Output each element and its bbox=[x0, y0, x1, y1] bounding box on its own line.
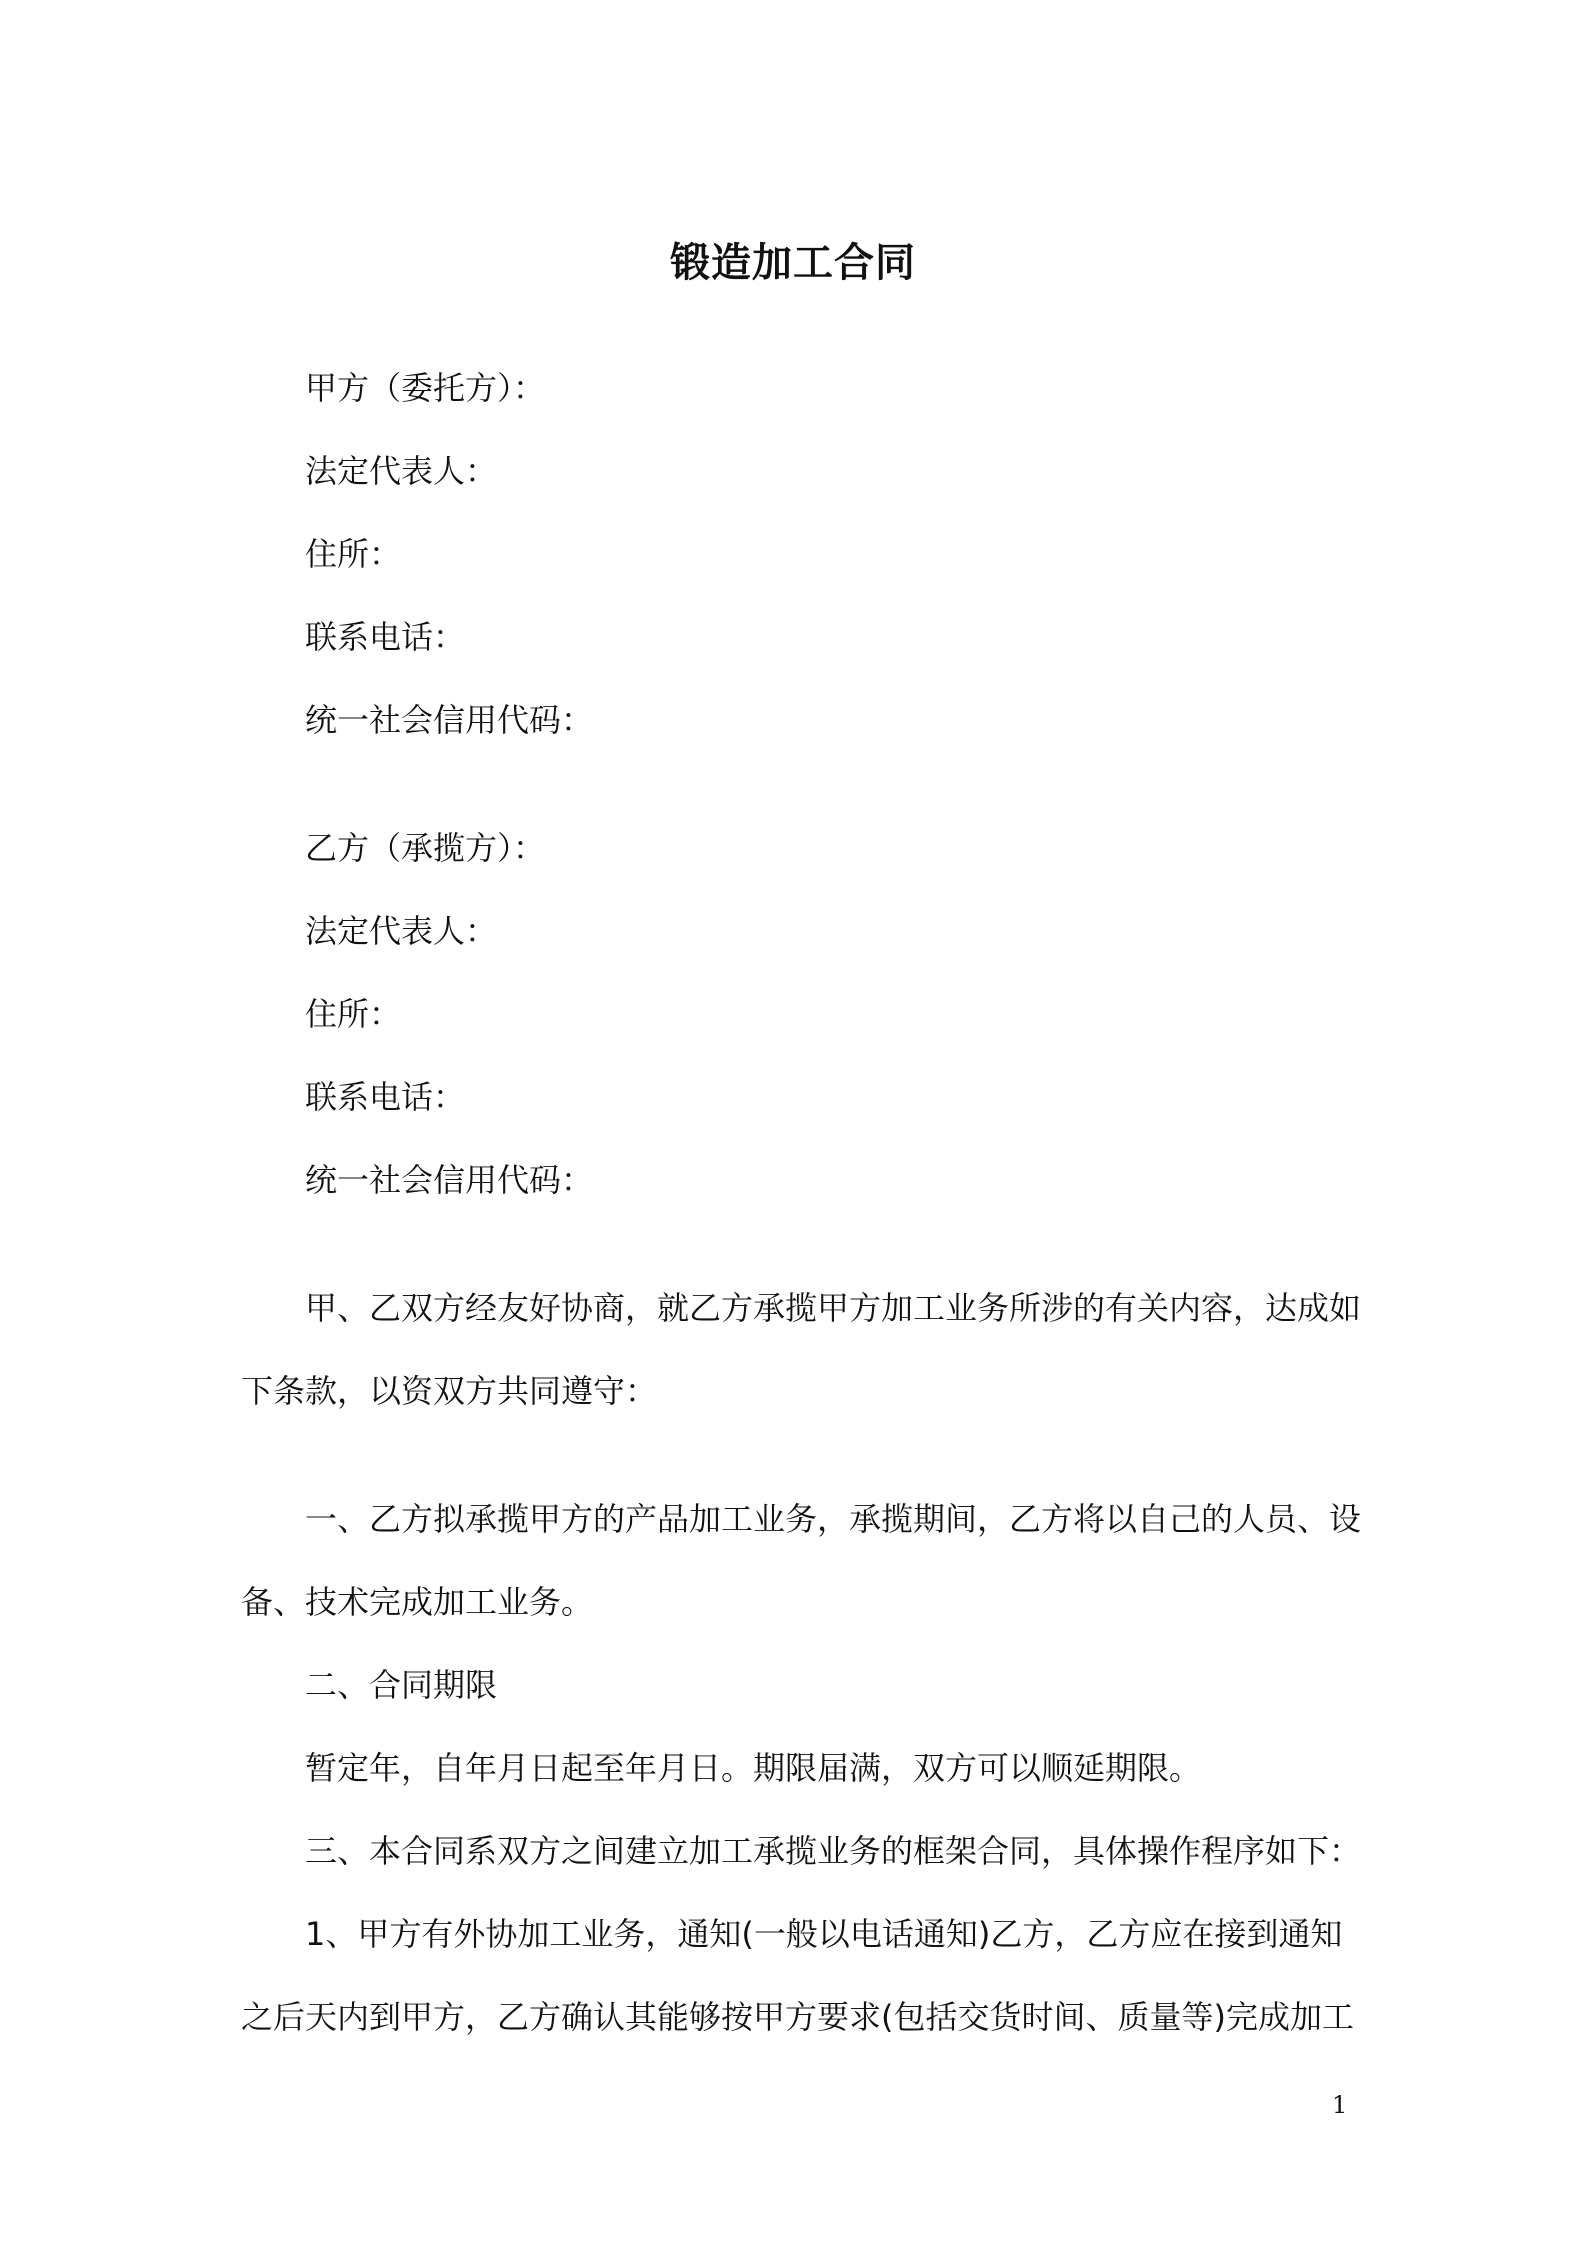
document-title: 锻造加工合同 bbox=[670, 240, 916, 286]
party-b-address: 住所： bbox=[305, 995, 402, 1033]
party-a-heading: 甲方（委托方）： bbox=[305, 369, 546, 407]
party-b-legal-rep: 法定代表人： bbox=[305, 912, 498, 950]
party-a-legal-rep: 法定代表人： bbox=[305, 452, 498, 490]
party-b-heading: 乙方（承揽方）： bbox=[305, 829, 546, 867]
party-a-credit-code: 统一社会信用代码： bbox=[305, 701, 594, 739]
preamble-line-1: 甲、乙双方经友好协商，就乙方承揽甲方加工业务所涉的有关内容，达成如 bbox=[305, 1289, 1362, 1327]
party-a-phone: 联系电话： bbox=[305, 618, 466, 656]
clause2-text: 暂定年，自年月日起至年月日。期限届满，双方可以顺延期限。 bbox=[305, 1749, 1202, 1787]
clause3-item1-line-2: 之后天内到甲方，乙方确认其能够按甲方要求(包括交货时间、质量等)完成加工 bbox=[241, 1998, 1354, 2036]
clause1-line-2: 备、技术完成加工业务。 bbox=[241, 1583, 594, 1621]
party-b-phone: 联系电话： bbox=[305, 1078, 466, 1116]
clause2-heading: 二、合同期限 bbox=[305, 1666, 498, 1704]
clause1-line-1: 一、乙方拟承揽甲方的产品加工业务，承揽期间，乙方将以自己的人员、设 bbox=[305, 1500, 1362, 1538]
page-number: 1 bbox=[1332, 2091, 1348, 2119]
clause3-item1-line-1: 1、甲方有外协加工业务，通知(一般以电话通知)乙方，乙方应在接到通知 bbox=[305, 1915, 1343, 1953]
clause3-heading: 三、本合同系双方之间建立加工承揽业务的框架合同，具体操作程序如下： bbox=[305, 1832, 1362, 1870]
preamble-line-2: 下条款，以资双方共同遵守： bbox=[241, 1372, 658, 1410]
party-a-address: 住所： bbox=[305, 535, 402, 573]
party-b-credit-code: 统一社会信用代码： bbox=[305, 1161, 594, 1199]
